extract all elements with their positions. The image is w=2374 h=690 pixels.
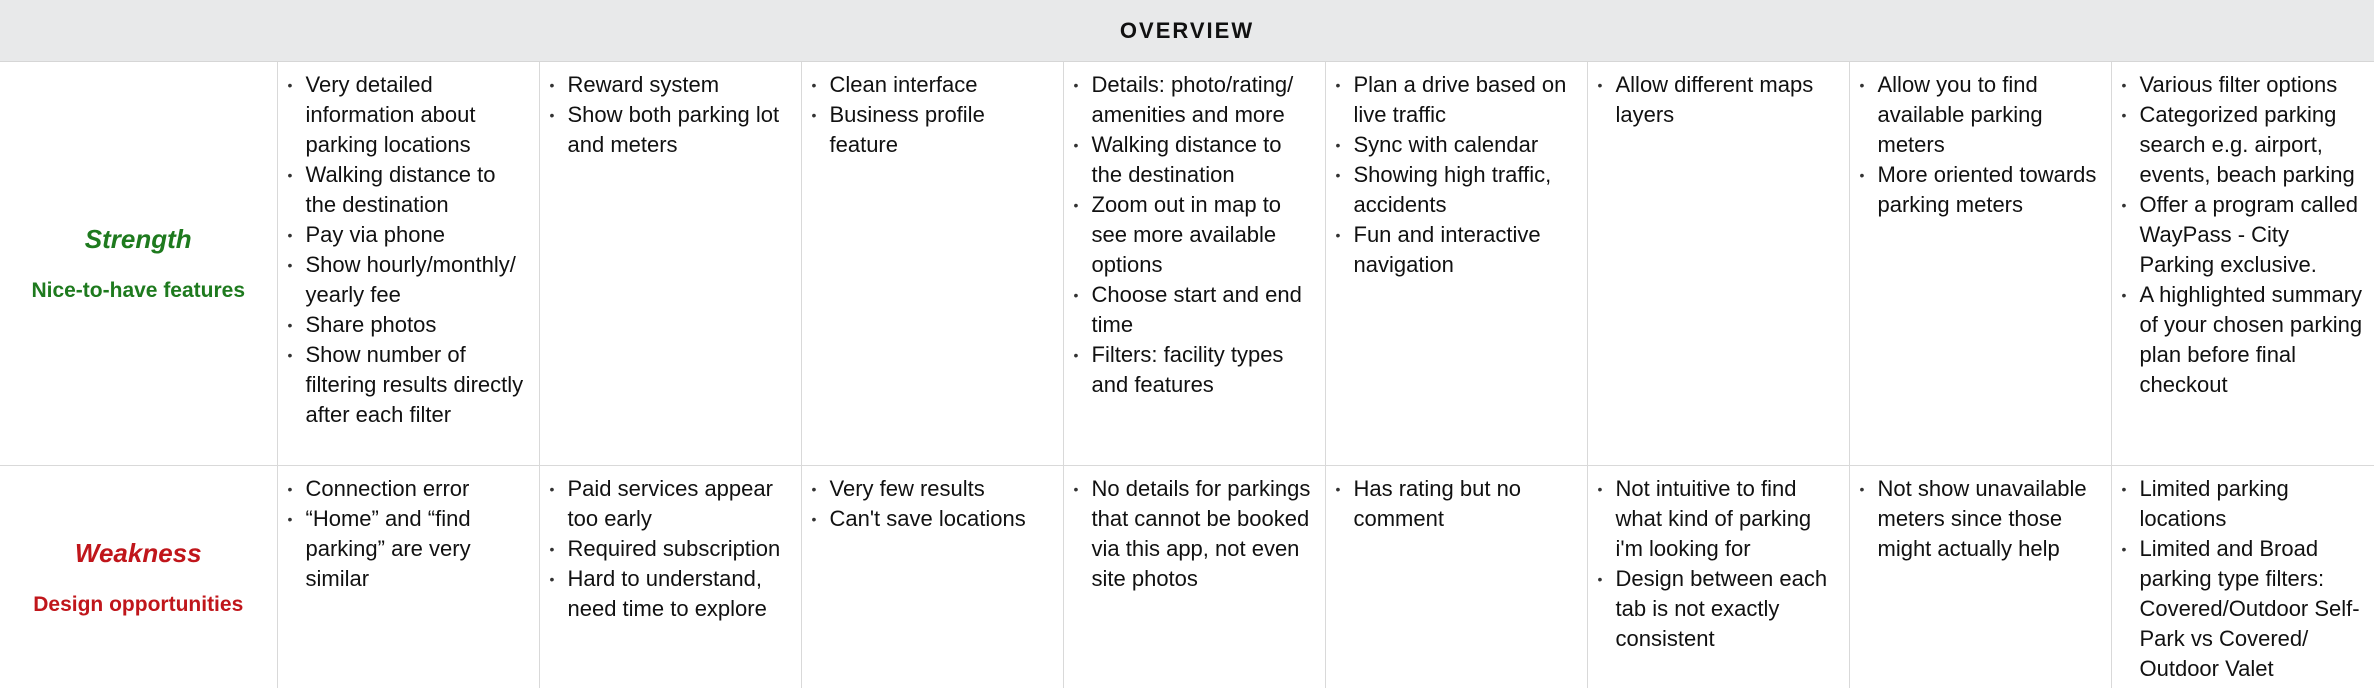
- table-cell: [277, 466, 539, 689]
- list-item: • Limited and Broad parking type filters: Covered/Outdoor Self-Park vs Covered/ Outdoor Valet: [2140, 534, 2367, 684]
- bullet-list: [1326, 62, 1587, 280]
- list-item: • Clean interface: [830, 70, 1055, 100]
- table-cell: [1849, 466, 2111, 689]
- bullet-list: [540, 466, 801, 624]
- bullet-list: [802, 466, 1063, 534]
- list-item: • “Home” and “find parking” are very similar: [306, 504, 531, 594]
- list-item: • Sync with calendar: [1354, 130, 1579, 160]
- list-item: • Allow you to find available parking meters: [1878, 70, 2103, 160]
- table-cell: [2111, 62, 2374, 466]
- list-item: • Plan a drive based on live traffic: [1354, 70, 1579, 130]
- bullet-list: [1850, 62, 2111, 220]
- bullet-list: [278, 62, 539, 430]
- list-item: • Not show unavailable meters since those might actually help: [1878, 474, 2103, 564]
- bullet-list: [2112, 62, 2374, 400]
- list-item: • Walking distance to the destination: [1092, 130, 1317, 190]
- table-cell: [1063, 62, 1325, 466]
- list-item: • Walking distance to the destination: [306, 160, 531, 220]
- row-label-cell: [0, 62, 277, 466]
- comparison-table: [0, 62, 2374, 688]
- list-item: • Very few results: [830, 474, 1055, 504]
- list-item: • Paid services appear too early: [568, 474, 793, 534]
- table-cell: [1849, 62, 2111, 466]
- bullet-list: [1064, 62, 1325, 400]
- list-item: • Reward system: [568, 70, 793, 100]
- bullet-list: [278, 466, 539, 594]
- bullet-list: [1064, 466, 1325, 594]
- row-sublabel: Design opportunities: [33, 592, 244, 616]
- table-row-weakness: [0, 466, 2374, 689]
- list-item: • More oriented towards parking meters: [1878, 160, 2103, 220]
- list-item: • Design between each tab is not exactly consistent: [1616, 564, 1841, 654]
- list-item: • Limited parking locations: [2140, 474, 2367, 534]
- table-cell: [2111, 466, 2374, 689]
- list-item: • Business profile feature: [830, 100, 1055, 160]
- list-item: • Not intuitive to find what kind of parking i'm looking for: [1616, 474, 1841, 564]
- list-item: • Show both parking lot and meters: [568, 100, 793, 160]
- list-item: • Show number of filtering results directly after each filter: [306, 340, 531, 430]
- list-item: • A highlighted summary of your chosen parking plan before final checkout: [2140, 280, 2367, 400]
- table-cell: [539, 62, 801, 466]
- table-cell: [277, 62, 539, 466]
- bullet-list: [1588, 466, 1849, 654]
- list-item: • Very detailed information about parking locations: [306, 70, 531, 160]
- table-cell: [1063, 466, 1325, 689]
- list-item: • Hard to understand, need time to explore: [568, 564, 793, 624]
- list-item: • Share photos: [306, 310, 531, 340]
- row-sublabel: Nice-to-have features: [31, 279, 246, 302]
- row-label: Strength: [84, 224, 192, 254]
- table-row-strength: [0, 62, 2374, 466]
- list-item: • Can't save locations: [830, 504, 1055, 534]
- table-cell: [1587, 62, 1849, 466]
- table-cell: [1587, 466, 1849, 689]
- bullet-list: [1850, 466, 2111, 564]
- list-item: • Various filter options: [2140, 70, 2367, 100]
- list-item: • Allow different maps layers: [1616, 70, 1841, 130]
- list-item: • Fun and interactive navigation: [1354, 220, 1579, 280]
- list-item: • Show hourly/monthly/ yearly fee: [306, 250, 531, 310]
- list-item: • Has rating but no comment: [1354, 474, 1579, 534]
- row-label: Weakness: [74, 537, 202, 568]
- table-cell: [539, 466, 801, 689]
- overview-header: [0, 0, 2374, 62]
- table-cell: [1325, 466, 1587, 689]
- bullet-list: [2112, 466, 2374, 684]
- page-title: OVERVIEW: [1119, 17, 1255, 43]
- list-item: • Choose start and end time: [1092, 280, 1317, 340]
- list-item: • Details: photo/rating/ amenities and more: [1092, 70, 1317, 130]
- list-item: • Zoom out in map to see more available options: [1092, 190, 1317, 280]
- list-item: • Showing high traffic, accidents: [1354, 160, 1579, 220]
- list-item: • No details for parkings that cannot be booked via this app, not even site photos: [1092, 474, 1317, 594]
- list-item: • Filters: facility types and features: [1092, 340, 1317, 400]
- list-item: • Offer a program called WayPass - City Parking exclusive.: [2140, 190, 2367, 280]
- bullet-list: [540, 62, 801, 160]
- list-item: • Pay via phone: [306, 220, 531, 250]
- bullet-list: [1326, 466, 1587, 534]
- table-cell: [1325, 62, 1587, 466]
- table-cell: [801, 466, 1063, 689]
- table-cell: [801, 62, 1063, 466]
- bullet-list: [1588, 62, 1849, 130]
- list-item: • Connection error: [306, 474, 531, 504]
- bullet-list: [802, 62, 1063, 160]
- list-item: • Categorized parking search e.g. airport, events, beach parking: [2140, 100, 2367, 190]
- row-label-cell: [0, 466, 277, 689]
- list-item: • Required subscription: [568, 534, 793, 564]
